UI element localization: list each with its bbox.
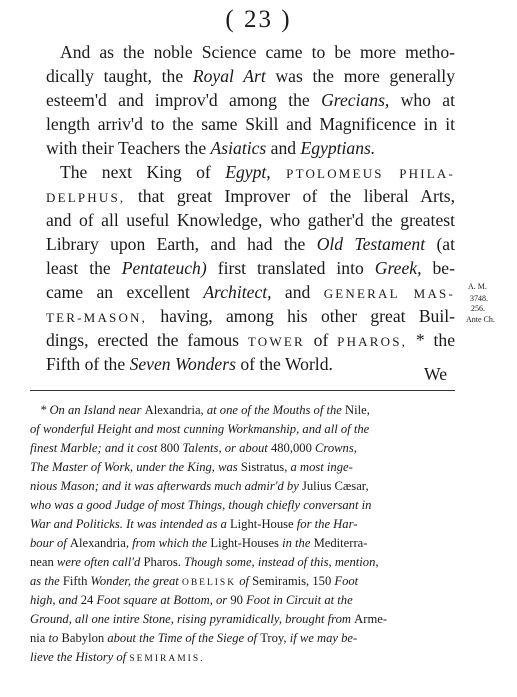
text-span: (at bbox=[425, 234, 456, 254]
roman-span: Alexandria, bbox=[69, 536, 129, 550]
text-line bbox=[60, 40, 455, 64]
roman-span: 480,000 bbox=[270, 441, 312, 455]
roman-span: Semiramis, bbox=[252, 574, 310, 588]
text-span: bour of bbox=[30, 536, 70, 550]
text-span: lieve the History of bbox=[30, 650, 130, 664]
roman-span: Sistratus, bbox=[240, 460, 288, 474]
italic-span: Old Testament bbox=[316, 234, 426, 254]
small-caps-span: PTOLOMEUS PHILA- bbox=[270, 166, 455, 181]
text-span: Though some, instead of this, mention, bbox=[180, 555, 379, 569]
roman-span: Mediterra- bbox=[313, 536, 368, 550]
footnote-line bbox=[30, 572, 358, 593]
text-span: Fifth of the bbox=[46, 354, 130, 374]
text-span: who at bbox=[389, 90, 455, 110]
text-span: finest Marble; and it cost bbox=[30, 441, 161, 455]
text-span: came an excellent bbox=[46, 282, 204, 302]
text-line bbox=[46, 352, 333, 376]
footnote-line bbox=[30, 553, 379, 572]
italic-span: Grecians, bbox=[321, 90, 390, 110]
text-line bbox=[46, 304, 455, 330]
text-span: Talents, or about bbox=[179, 441, 271, 455]
text-span: The Master of Work, under the King, was bbox=[30, 460, 241, 474]
footnote-divider bbox=[30, 390, 455, 391]
small-caps-span: OBELISK bbox=[181, 578, 237, 588]
text-span: Foot bbox=[331, 574, 359, 588]
margin-note-line: A. M. bbox=[468, 282, 487, 291]
roman-span: Pharos. bbox=[143, 555, 181, 569]
text-span: in the bbox=[278, 536, 314, 550]
italic-span: Seven Wonders bbox=[129, 354, 236, 374]
text-span: * the bbox=[407, 330, 456, 350]
margin-note-line: 3748. bbox=[470, 294, 488, 303]
text-span: * On an Island near bbox=[40, 403, 145, 417]
catchword: We bbox=[424, 364, 448, 384]
footnote-line bbox=[30, 534, 367, 553]
small-caps-span: DELPHUS, bbox=[46, 190, 126, 205]
roman-span: Light-House bbox=[229, 517, 294, 531]
text-line bbox=[46, 64, 455, 88]
footnote-line bbox=[30, 610, 387, 629]
text-span: of bbox=[236, 574, 253, 588]
roman-span: Troy, bbox=[260, 631, 287, 645]
text-span: with their Teachers the bbox=[46, 138, 211, 158]
italic-span: Greek, bbox=[374, 258, 422, 278]
margin-note-line: 256. bbox=[471, 304, 485, 313]
footnote-line bbox=[30, 629, 357, 648]
roman-span: 24 bbox=[80, 593, 94, 607]
roman-span: Babylon bbox=[61, 631, 105, 645]
roman-span: nia bbox=[30, 631, 46, 645]
text-line bbox=[46, 256, 455, 280]
text-span: from which the bbox=[129, 536, 211, 550]
roman-span: Nile, bbox=[345, 403, 370, 417]
text-span: Library upon Earth, and had the bbox=[46, 234, 317, 254]
text-span: that great Improver of the liberal Arts, bbox=[125, 186, 455, 206]
roman-span: 800 bbox=[160, 441, 180, 455]
text-line bbox=[46, 280, 455, 306]
text-span: was the more generally bbox=[265, 66, 455, 86]
text-span: Foot square at Bottom, or bbox=[93, 593, 231, 607]
footnote-line bbox=[30, 496, 371, 515]
footnote-line bbox=[40, 401, 370, 420]
small-caps-span: GENERAL MAS- bbox=[323, 286, 455, 301]
text-span: Foot in Circuit at the bbox=[242, 593, 353, 607]
text-line bbox=[46, 88, 455, 112]
text-span: having, among his other great Buil- bbox=[147, 306, 455, 326]
text-span: of wonderful Height and most cunning Workmanship, and all of the bbox=[30, 422, 370, 436]
text-span: be- bbox=[421, 258, 455, 278]
text-span: if we may be- bbox=[286, 631, 358, 645]
small-caps-span: SEMIRAMIS. bbox=[129, 654, 205, 664]
roman-span: nean bbox=[30, 555, 54, 569]
text-line bbox=[60, 160, 455, 186]
italic-span: Asiatics bbox=[210, 138, 267, 158]
roman-span: Light-Houses bbox=[210, 536, 279, 550]
small-caps-span: TER-MASON, bbox=[46, 310, 148, 325]
small-caps-span: PHAROS, bbox=[337, 334, 408, 349]
text-line bbox=[46, 208, 455, 232]
text-span: dically taught, the bbox=[46, 66, 193, 86]
text-span: dings, erected the famous bbox=[46, 330, 248, 350]
text-line bbox=[46, 112, 455, 136]
text-span: first translated into bbox=[206, 258, 375, 278]
text-span: length arriv'd to the same Skill and Magnificence in it bbox=[46, 114, 455, 134]
roman-span: Julius Cæsar, bbox=[301, 479, 369, 493]
text-span: at one of the Mouths of the bbox=[203, 403, 346, 417]
text-span: of the World. bbox=[235, 354, 333, 374]
italic-span: Egyptians. bbox=[300, 138, 376, 158]
text-span: And as the noble Science came to be more metho- bbox=[60, 42, 455, 62]
text-span: and of all useful Knowledge, who gather'd the greatest bbox=[46, 210, 455, 230]
text-span: who was a good Judge of most Things, though chiefly conversant in bbox=[30, 498, 372, 512]
italic-span: Egypt, bbox=[225, 162, 271, 182]
text-span: about the Time of the Siege of bbox=[104, 631, 261, 645]
text-span: War and Politicks. It was intended as a bbox=[30, 517, 230, 531]
roman-span: 150 bbox=[309, 574, 332, 588]
roman-span: Fifth bbox=[62, 574, 88, 588]
text-span: Ground, all one intire Stone, rising pyramidically, brought from bbox=[30, 612, 355, 626]
text-line bbox=[46, 232, 455, 256]
text-span: and bbox=[271, 282, 324, 302]
text-span: were often call'd bbox=[53, 555, 144, 569]
text-span: nious Mason; and it was afterwards much admir'd by bbox=[30, 479, 302, 493]
text-span: and bbox=[266, 138, 301, 158]
text-span: a most inge- bbox=[287, 460, 353, 474]
text-span: of bbox=[304, 330, 338, 350]
footnote-line bbox=[30, 458, 353, 477]
text-span: Crowns, bbox=[311, 441, 357, 455]
page-number: ( 23 ) bbox=[225, 6, 292, 33]
footnote-line bbox=[30, 591, 353, 610]
text-span: for the Har- bbox=[293, 517, 358, 531]
text-span: esteem'd and improv'd among the bbox=[46, 90, 322, 110]
margin-note-line: Ante Ch. bbox=[466, 315, 495, 324]
small-caps-span: TOWER bbox=[247, 334, 305, 349]
italic-span: Royal Art bbox=[192, 66, 266, 86]
footnote-line bbox=[30, 420, 369, 439]
text-span: The next King of bbox=[60, 162, 226, 182]
text-span: to bbox=[45, 631, 62, 645]
footnote-line bbox=[30, 439, 357, 458]
text-line bbox=[46, 184, 455, 210]
roman-span: Arme- bbox=[354, 612, 388, 626]
footnote-line bbox=[30, 648, 205, 669]
text-span: as the bbox=[30, 574, 63, 588]
italic-span: Pentateuch) bbox=[121, 258, 207, 278]
footnote-line bbox=[30, 515, 357, 534]
text-span: least the bbox=[46, 258, 122, 278]
italic-span: Architect, bbox=[203, 282, 272, 302]
text-span: Wonder, the great bbox=[87, 574, 182, 588]
footnote-line bbox=[30, 477, 369, 496]
text-span: high, and bbox=[30, 593, 81, 607]
roman-span: Alexandria, bbox=[144, 403, 204, 417]
text-line bbox=[46, 136, 375, 160]
roman-span: 90 bbox=[230, 593, 243, 607]
text-line bbox=[46, 328, 455, 354]
